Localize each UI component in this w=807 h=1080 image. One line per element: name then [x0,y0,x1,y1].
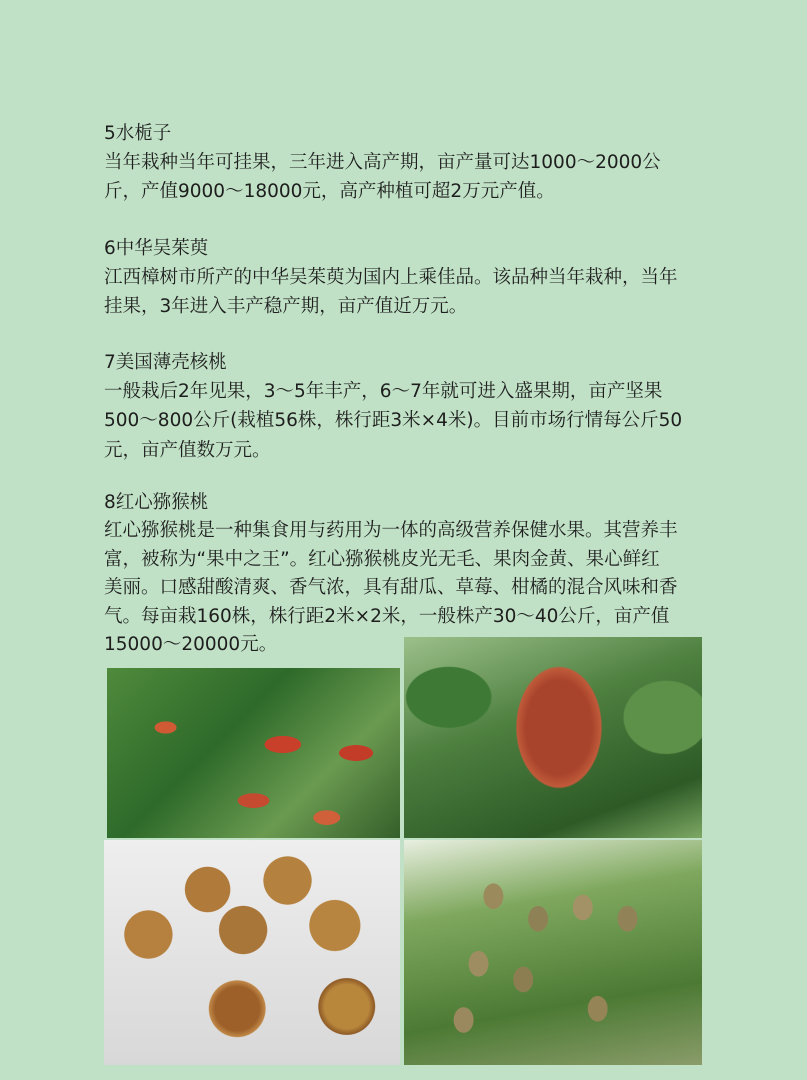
section-gardenia [104,119,764,207]
section-title: 5水栀子 [104,123,172,144]
kiwi-fruit-photo [404,840,702,1065]
paragraph-line: 富，被称为“果中之王”。红心猕猴桃皮光无毛、果肉金黄、果心鲜红 [104,548,660,570]
paragraph-line: 美丽。口感甜酸清爽、香气浓，具有甜瓜、草莓、柑橘的混合风味和香 [104,577,678,599]
section-kiwi [104,489,764,659]
section-title: 7美国薄壳核桃 [104,352,227,373]
paragraph-line: 斤，产值9000～18000元，高产种植可超2万元产值。 [104,181,555,203]
paragraph-line: 当年栽种当年可挂果，三年进入高产期，亩产量可达1000～2000公 [104,152,661,174]
section-title: 8红心猕猴桃 [104,492,209,513]
walnut-photo [104,840,400,1065]
paragraph-line: 15000～20000元。 [104,634,278,656]
gardenia-fruit-photo [107,668,400,838]
evodia-fruit-photo [404,637,702,838]
paragraph-line: 江西樟树市所产的中华吴茱萸为国内上乘佳品。该品种当年栽种，当年 [104,267,678,289]
paragraph-line: 一般栽后2年见果，3～5年丰产，6～7年就可进入盛果期，亩产坚果 [104,381,663,403]
section-evodia [104,234,764,322]
section-pecan [104,348,764,465]
paragraph-line: 气。每亩栽160株，株行距2米×2米，一般株产30～40公斤，亩产值 [104,605,670,627]
paragraph-line: 500～800公斤(栽植56株，株行距3米×4米)。目前市场行情每公斤50 [104,410,683,432]
paragraph-line: 红心猕猴桃是一种集食用与药用为一体的高级营养保健水果。其营养丰 [104,520,678,542]
section-title: 6中华吴茱萸 [104,238,209,259]
paragraph-line: 挂果，3年进入丰产稳产期，亩产值近万元。 [104,296,468,318]
paragraph-line: 元，亩产值数万元。 [104,439,271,461]
